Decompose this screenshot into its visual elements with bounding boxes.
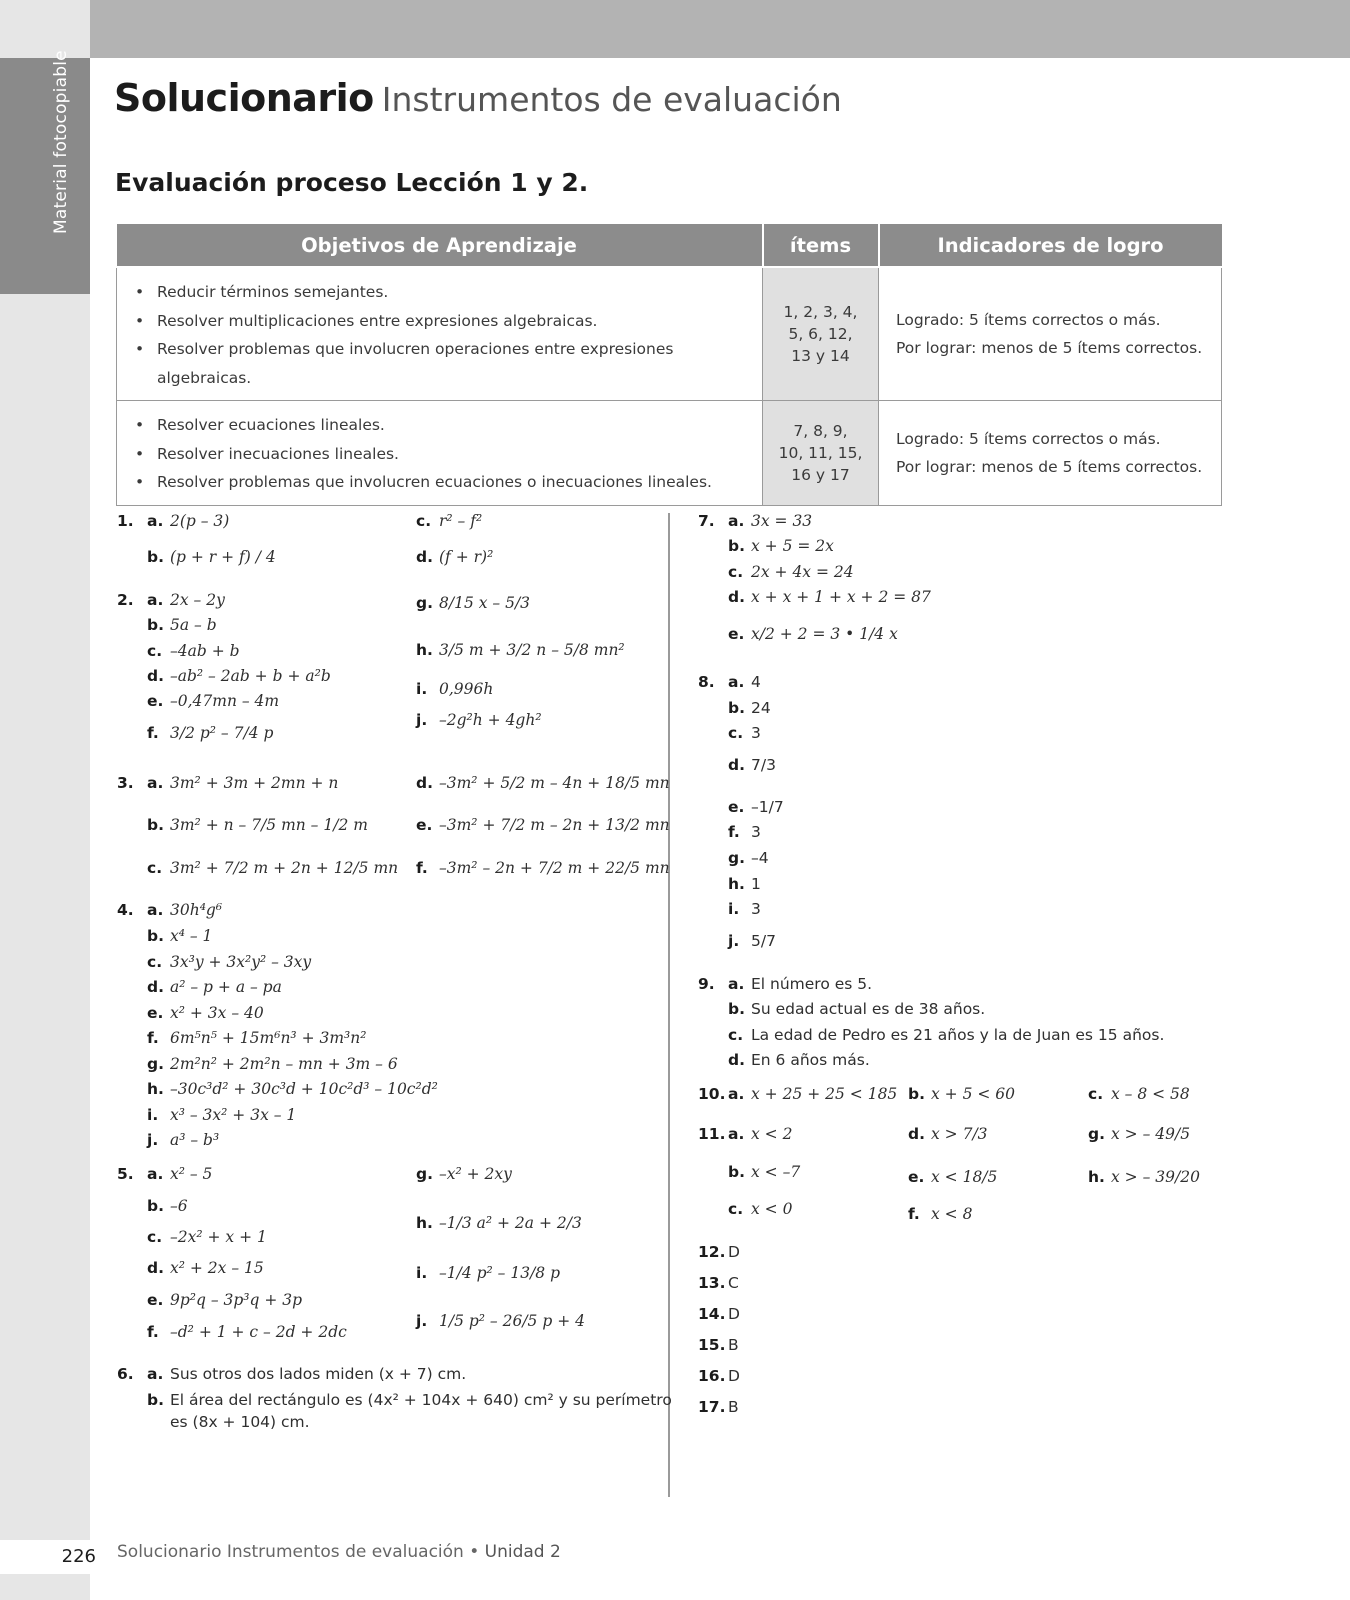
objective-item: • Reducir términos semejantes.	[135, 278, 752, 307]
answer-8g: g. –4	[728, 849, 769, 867]
answer-5i: i. –1/4 p² – 13/8 p	[416, 1264, 561, 1282]
answer-13: 13. C	[698, 1274, 739, 1292]
table-row	[117, 401, 1222, 506]
items-line: 5, 6, 12,	[788, 325, 853, 343]
answer-4a: 4. a. 30h⁴g⁶	[117, 901, 223, 919]
answer-2e: e. –0,47mn – 4m	[147, 692, 280, 710]
indicator-line: Por lograr: menos de 5 ítems correctos.	[896, 339, 1203, 357]
objective-item: • Resolver problemas que involucren ecuaciones o inecuaciones lineales.	[135, 468, 752, 497]
answer-2i: i. 0,996h	[416, 680, 494, 698]
answer-4d: d. a² – p + a – pa	[147, 978, 282, 996]
answer-11d: d. x > 7/3	[908, 1125, 988, 1143]
answer-8i: i. 3	[728, 900, 761, 918]
indicators-cell	[879, 267, 1222, 401]
page-number: 226	[0, 1540, 90, 1574]
answer-8c: c. 3	[728, 724, 761, 742]
answer-6a: 6. a. Sus otros dos lados miden (x + 7) cm.	[117, 1365, 467, 1383]
answer-7e: e. x/2 + 2 = 3 • 1/4 x	[728, 625, 898, 643]
items-line: 13 y 14	[791, 347, 850, 365]
answer-10b: b. x + 5 < 60	[908, 1085, 1016, 1103]
answer-4g: g. 2m²n² + 2m²n – mn + 3m – 6	[147, 1055, 398, 1073]
answer-8h: h. 1	[728, 875, 761, 893]
answer-7b: b. x + 5 = 2x	[728, 537, 834, 555]
indicator-line: Logrado: 5 ítems correctos o más.	[896, 429, 1161, 448]
answer-8f: f. 3	[728, 823, 761, 841]
answer-1b: b. (p + r + f) / 4	[147, 548, 276, 566]
answer-11h: h. x > – 39/20	[1088, 1168, 1200, 1186]
answer-1c: c. r² – f²	[416, 512, 483, 530]
items-line: 1, 2, 3, 4,	[783, 303, 858, 321]
answer-5a: 5. a. x² – 5	[117, 1165, 213, 1183]
answer-3d: d. –3m² + 5/2 m – 4n + 18/5 mn	[416, 774, 670, 792]
answer-8e: e. –1/7	[728, 798, 784, 816]
answer-5f: f. –d² + 1 + c – 2d + 2dc	[147, 1323, 347, 1341]
answer-11f: f. x < 8	[908, 1205, 973, 1223]
answer-5b: b. –6	[147, 1197, 188, 1215]
answer-1a: 1. a. 2(p – 3)	[117, 512, 230, 530]
title-bold: Solucionario	[114, 76, 374, 120]
objectives-list	[135, 411, 752, 497]
title-rest: Instrumentos de evaluación	[381, 80, 842, 119]
items-cell	[763, 267, 879, 401]
objective-item: • Resolver inecuaciones lineales.	[135, 440, 752, 469]
answer-4i: i. x³ – 3x² + 3x – 1	[147, 1106, 297, 1124]
answer-14: 14. D	[698, 1305, 740, 1323]
objectives-table	[116, 224, 1222, 506]
answer-11b: b. x < –7	[728, 1163, 801, 1181]
answer-2a: 2. a. 2x – 2y	[117, 591, 225, 609]
answer-2b: b. 5a – b	[147, 616, 217, 634]
answer-4b: b. x⁴ – 1	[147, 927, 213, 945]
table-row	[117, 267, 1222, 401]
answer-5e: e. 9p²q – 3p³q + 3p	[147, 1291, 303, 1309]
answer-3b: b. 3m² + n – 7/5 mn – 1/2 m	[147, 816, 368, 834]
answer-2h: h. 3/5 m + 3/2 n – 5/8 mn²	[416, 641, 625, 659]
answer-5g: g. –x² + 2xy	[416, 1165, 512, 1183]
side-tab	[0, 50, 90, 294]
objective-item: • Resolver multiplicaciones entre expresiones algebraicas.	[135, 307, 752, 336]
answer-8d: d. 7/3	[728, 756, 776, 774]
answer-9d: d. En 6 años más.	[728, 1051, 870, 1069]
answer-11c: c. x < 0	[728, 1200, 793, 1218]
objectives-cell	[117, 267, 763, 401]
indicator-line: Por lograr: menos de 5 ítems correctos.	[896, 457, 1203, 476]
objective-item: • Resolver ecuaciones lineales.	[135, 411, 752, 440]
answer-11a: 11. a. x < 2	[698, 1125, 793, 1143]
answer-2j: j. –2g²h + 4gh²	[416, 711, 542, 729]
answer-3f: f. –3m² – 2n + 7/2 m + 22/5 mn	[416, 859, 670, 877]
answer-10a: 10. a. x + 25 + 25 < 185	[698, 1085, 898, 1103]
side-label: Material fotocopiable	[51, 50, 71, 234]
answer-4e: e. x² + 3x – 40	[147, 1004, 264, 1022]
answer-5d: d. x² + 2x – 15	[147, 1259, 264, 1277]
header-objectives: Objetivos de Aprendizaje	[117, 224, 763, 267]
answer-16: 16. D	[698, 1367, 740, 1385]
answer-5j: j. 1/5 p² – 26/5 p + 4	[416, 1312, 585, 1330]
items-line: 16 y 17	[791, 465, 850, 484]
column-divider	[668, 513, 670, 1497]
answer-8a: 8. a. 4	[698, 673, 761, 691]
answer-8j: j. 5/7	[728, 932, 776, 950]
answer-7d: d. x + x + 1 + x + 2 = 87	[728, 588, 931, 606]
indicator-line: Logrado: 5 ítems correctos o más.	[896, 311, 1161, 329]
answer-3e: e. –3m² + 7/2 m – 2n + 13/2 mn	[416, 816, 670, 834]
table-header-row	[117, 224, 1222, 267]
items-line: 7, 8, 9,	[793, 421, 848, 440]
answer-7a: 7. a. 3x = 33	[698, 512, 813, 530]
answer-17: 17. B	[698, 1398, 739, 1416]
page-title	[114, 76, 842, 120]
answer-4j: j. a³ – b³	[147, 1131, 220, 1149]
indicators-cell	[879, 401, 1222, 506]
answer-1d: d. (f + r)²	[416, 548, 494, 566]
answer-12: 12. D	[698, 1243, 740, 1261]
items-cell	[763, 401, 879, 506]
answer-11e: e. x < 18/5	[908, 1168, 998, 1186]
objectives-list	[135, 278, 752, 392]
answer-9a: 9. a. El número es 5.	[698, 975, 873, 993]
answer-9b: b. Su edad actual es de 38 años.	[728, 1000, 986, 1018]
answer-10c: c. x – 8 < 58	[1088, 1085, 1190, 1103]
answer-4h: h. –30c³d² + 30c³d + 10c²d³ – 10c²d²	[147, 1080, 438, 1098]
answer-6b-cont: es (8x + 104) cm.	[170, 1413, 310, 1431]
answer-2f: f. 3/2 p² – 7/4 p	[147, 724, 274, 742]
footer-text: Solucionario Instrumentos de evaluación • Unidad 2	[117, 1542, 561, 1562]
objectives-cell	[117, 401, 763, 506]
answer-5c: c. –2x² + x + 1	[147, 1228, 267, 1246]
header-indicators: Indicadores de logro	[879, 224, 1222, 267]
answer-7c: c. 2x + 4x = 24	[728, 563, 854, 581]
answer-8b: b. 24	[728, 699, 771, 717]
items-line: 10, 11, 15,	[778, 443, 863, 462]
answer-4c: c. 3x³y + 3x²y² – 3xy	[147, 953, 312, 971]
answer-15: 15. B	[698, 1336, 739, 1354]
answer-6b: b. El área del rectángulo es (4x² + 104x + 640) cm² y su perímetro	[147, 1391, 672, 1409]
answer-2c: c. –4ab + b	[147, 642, 240, 660]
answer-5h: h. –1/3 a² + 2a + 2/3	[416, 1214, 582, 1232]
header-items: ítems	[763, 224, 879, 267]
answer-2g: g. 8/15 x – 5/3	[416, 594, 531, 612]
answer-11g: g. x > – 49/5	[1088, 1125, 1191, 1143]
section-title: Evaluación proceso Lección 1 y 2.	[115, 168, 589, 197]
answer-4f: f. 6m⁵n⁵ + 15m⁶n³ + 3m³n²	[147, 1029, 367, 1047]
answer-9c: c. La edad de Pedro es 21 años y la de Juan es 15 años.	[728, 1026, 1165, 1044]
footer-unit: Unidad 2	[484, 1542, 561, 1562]
answer-3c: c. 3m² + 7/2 m + 2n + 12/5 mn	[147, 859, 399, 877]
answer-2d: d. –ab² – 2ab + b + a²b	[147, 667, 331, 685]
answer-3a: 3. a. 3m² + 3m + 2mn + n	[117, 774, 339, 792]
objective-item: • Resolver problemas que involucren operaciones entre expresiones algebraicas.	[135, 335, 752, 392]
